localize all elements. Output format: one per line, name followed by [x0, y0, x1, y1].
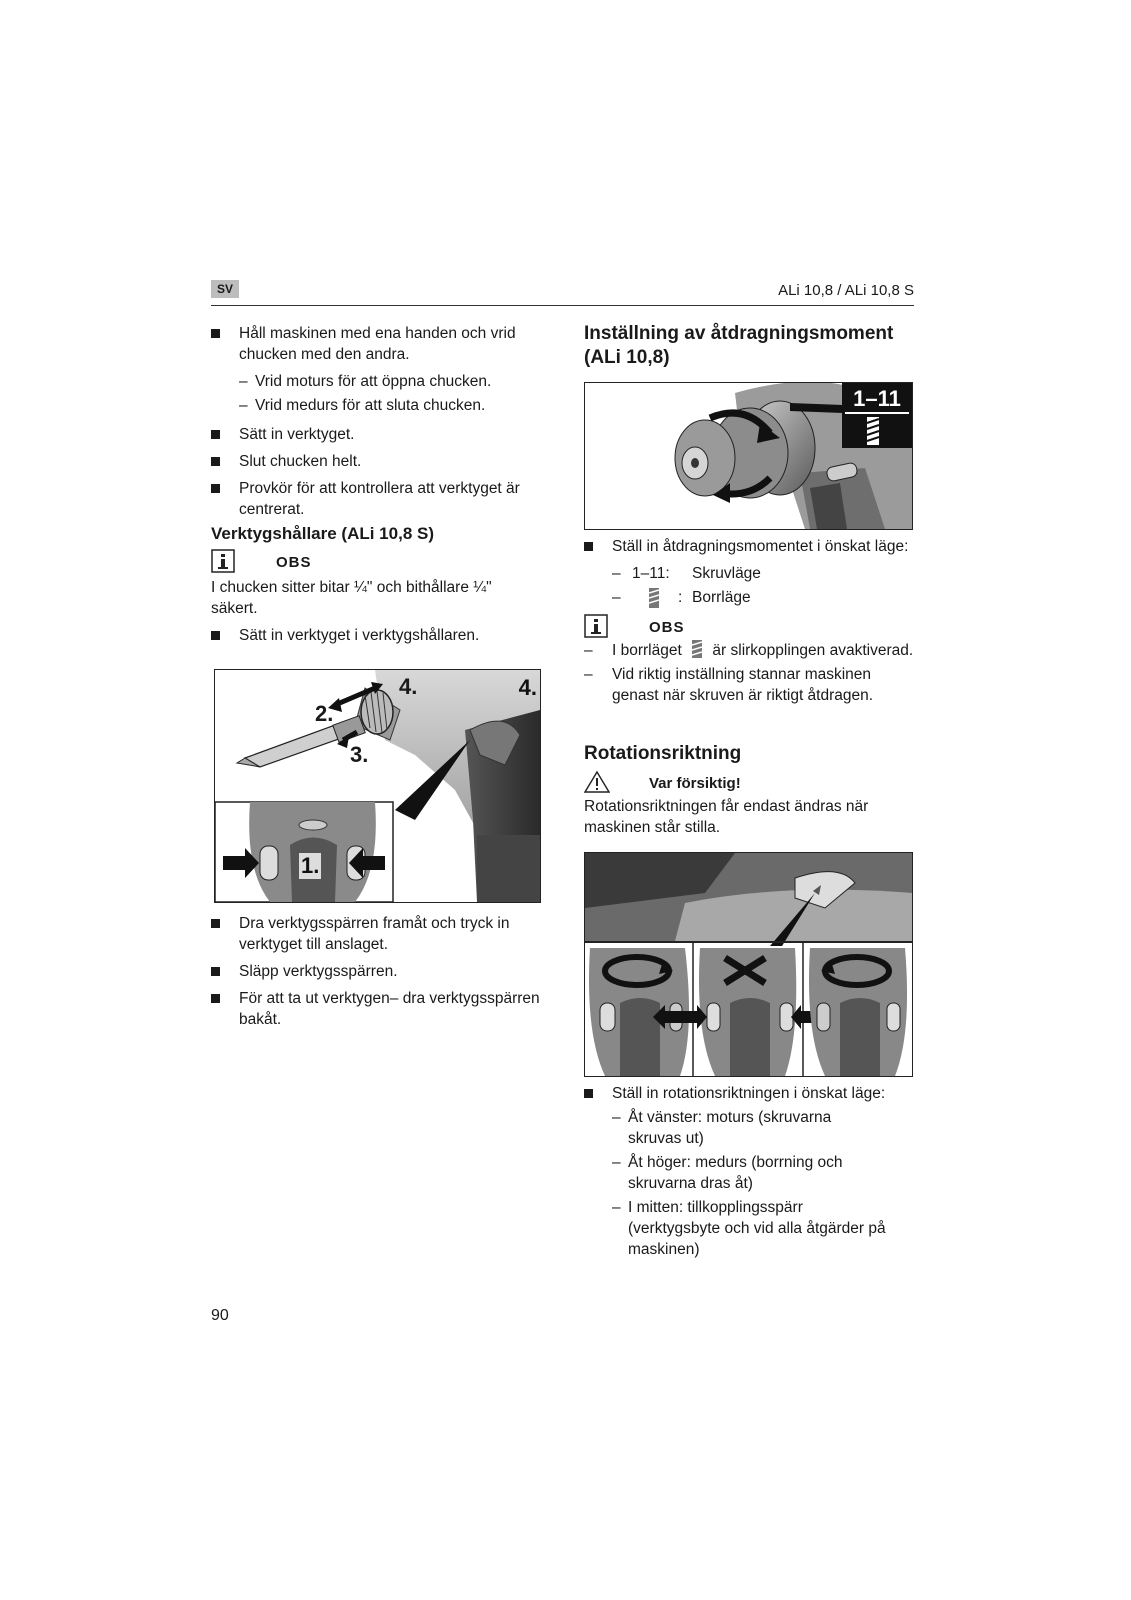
drill-mode-icon — [692, 640, 702, 658]
caution-notice — [584, 770, 914, 796]
left-column-top — [211, 323, 541, 526]
rotation-figure — [584, 852, 913, 1077]
obs-item: – I borrläget är slirkopplingen avaktiverad. — [584, 642, 914, 659]
rotation-illustration — [585, 853, 912, 1076]
warning-icon — [584, 770, 610, 794]
info-icon — [211, 549, 235, 573]
bullet-item: Slut chucken helt. — [211, 451, 541, 472]
bullet-item: Sätt in verktyget i verktygshållaren. — [211, 625, 541, 646]
tool-holder-heading: Verktygshållare (ALi 10,8 S) — [211, 524, 434, 543]
bullet-item: Håll maskinen med ena handen och vrid chucken med den andra. — [211, 323, 541, 365]
bullet-item: Dra verktygsspärren framåt och tryck in verktyget till anslaget. — [211, 913, 541, 955]
caution-label: Var försiktig! — [649, 775, 741, 792]
obs-label: OBS — [276, 554, 312, 571]
bullet-square-icon — [211, 457, 220, 466]
sub-item: – Vrid medurs för att sluta chucken. — [239, 397, 486, 414]
bullet-item: Ställ in åtdragningsmomentet i önskat läge: — [584, 536, 914, 557]
torque-figure — [584, 382, 913, 530]
bullet-square-icon — [211, 967, 220, 976]
bullet-square-icon — [584, 1089, 593, 1098]
obs-notice — [211, 549, 541, 575]
torque-heading: Inställning av åtdragningsmoment (ALi 10,8) — [584, 323, 894, 368]
rotation-instructions — [584, 1083, 919, 1263]
header-divider — [211, 305, 914, 306]
tool-holder-section — [211, 523, 541, 652]
obs-label: OBS — [649, 619, 685, 636]
rotation-heading: Rotationsriktning — [584, 743, 742, 764]
left-column-bottom — [211, 913, 541, 1036]
rotation-section — [584, 742, 914, 838]
figure-label-4: 4. — [518, 675, 537, 700]
page-number: 90 — [211, 1307, 229, 1324]
language-badge: SV — [211, 280, 239, 298]
caution-text: Rotationsriktningen får endast ändras när maskinen står stilla. — [584, 798, 869, 836]
sub-item: – I mitten: tillkopplingsspärr (verktygsbyte och vid alla åtgärder på maskinen) — [612, 1199, 886, 1258]
obs-text: I chucken sitter bitar ¼" och bithållare ¼" säkert. — [211, 579, 492, 617]
bullet-square-icon — [211, 919, 220, 928]
figure-label-1: 1. — [301, 853, 320, 878]
torque-mode-row: – : Borrläge — [612, 589, 751, 606]
figure-label-2: 2. — [315, 701, 334, 726]
bullet-item: För att ta ut verktygen– dra verktygsspärren bakåt. — [211, 988, 541, 1030]
bullet-square-icon — [211, 631, 220, 640]
torque-illustration — [585, 383, 912, 529]
tool-holder-figure — [214, 669, 541, 903]
tool-holder-illustration — [215, 670, 540, 902]
info-icon — [584, 614, 608, 638]
drill-mode-icon — [649, 588, 659, 608]
bullet-item: Ställ in rotationsriktningen i önskat läge: — [584, 1083, 919, 1104]
rotation-center-panel — [685, 948, 813, 1076]
sub-item: – Åt höger: medurs (borrning och skruvarna dras åt) — [612, 1154, 843, 1192]
bullet-square-icon — [211, 994, 220, 1003]
sub-item: – Vrid moturs för att öppna chucken. — [239, 373, 492, 390]
bullet-item: Sätt in verktyget. — [211, 424, 541, 445]
figure-label-4: 4. — [399, 674, 418, 699]
bullet-item: Provkör för att kontrollera att verktyget är centrerat. — [211, 478, 541, 520]
bullet-square-icon — [211, 430, 220, 439]
sub-item: – Åt vänster: moturs (skruvarna skruvas ut) — [612, 1109, 832, 1147]
figure-label-3: 3. — [350, 742, 369, 767]
bullet-square-icon — [211, 329, 220, 338]
rotation-left-panel — [589, 948, 689, 1076]
torque-section — [584, 536, 914, 709]
torque-setting-label: 1–11 — [853, 386, 901, 411]
drill-mode-icon — [867, 417, 879, 445]
model-title: ALi 10,8 / ALi 10,8 S — [778, 282, 914, 299]
obs-notice — [584, 614, 914, 640]
rotation-right-panel — [809, 948, 907, 1076]
bullet-square-icon — [211, 484, 220, 493]
obs-item: – Vid riktig inställning stannar maskinen genast när skruven är riktigt åtdragen. — [584, 666, 874, 704]
bullet-item: Släpp verktygsspärren. — [211, 961, 541, 982]
bullet-square-icon — [584, 542, 593, 551]
torque-mode-row: – 1–11: Skruvläge — [612, 565, 761, 582]
